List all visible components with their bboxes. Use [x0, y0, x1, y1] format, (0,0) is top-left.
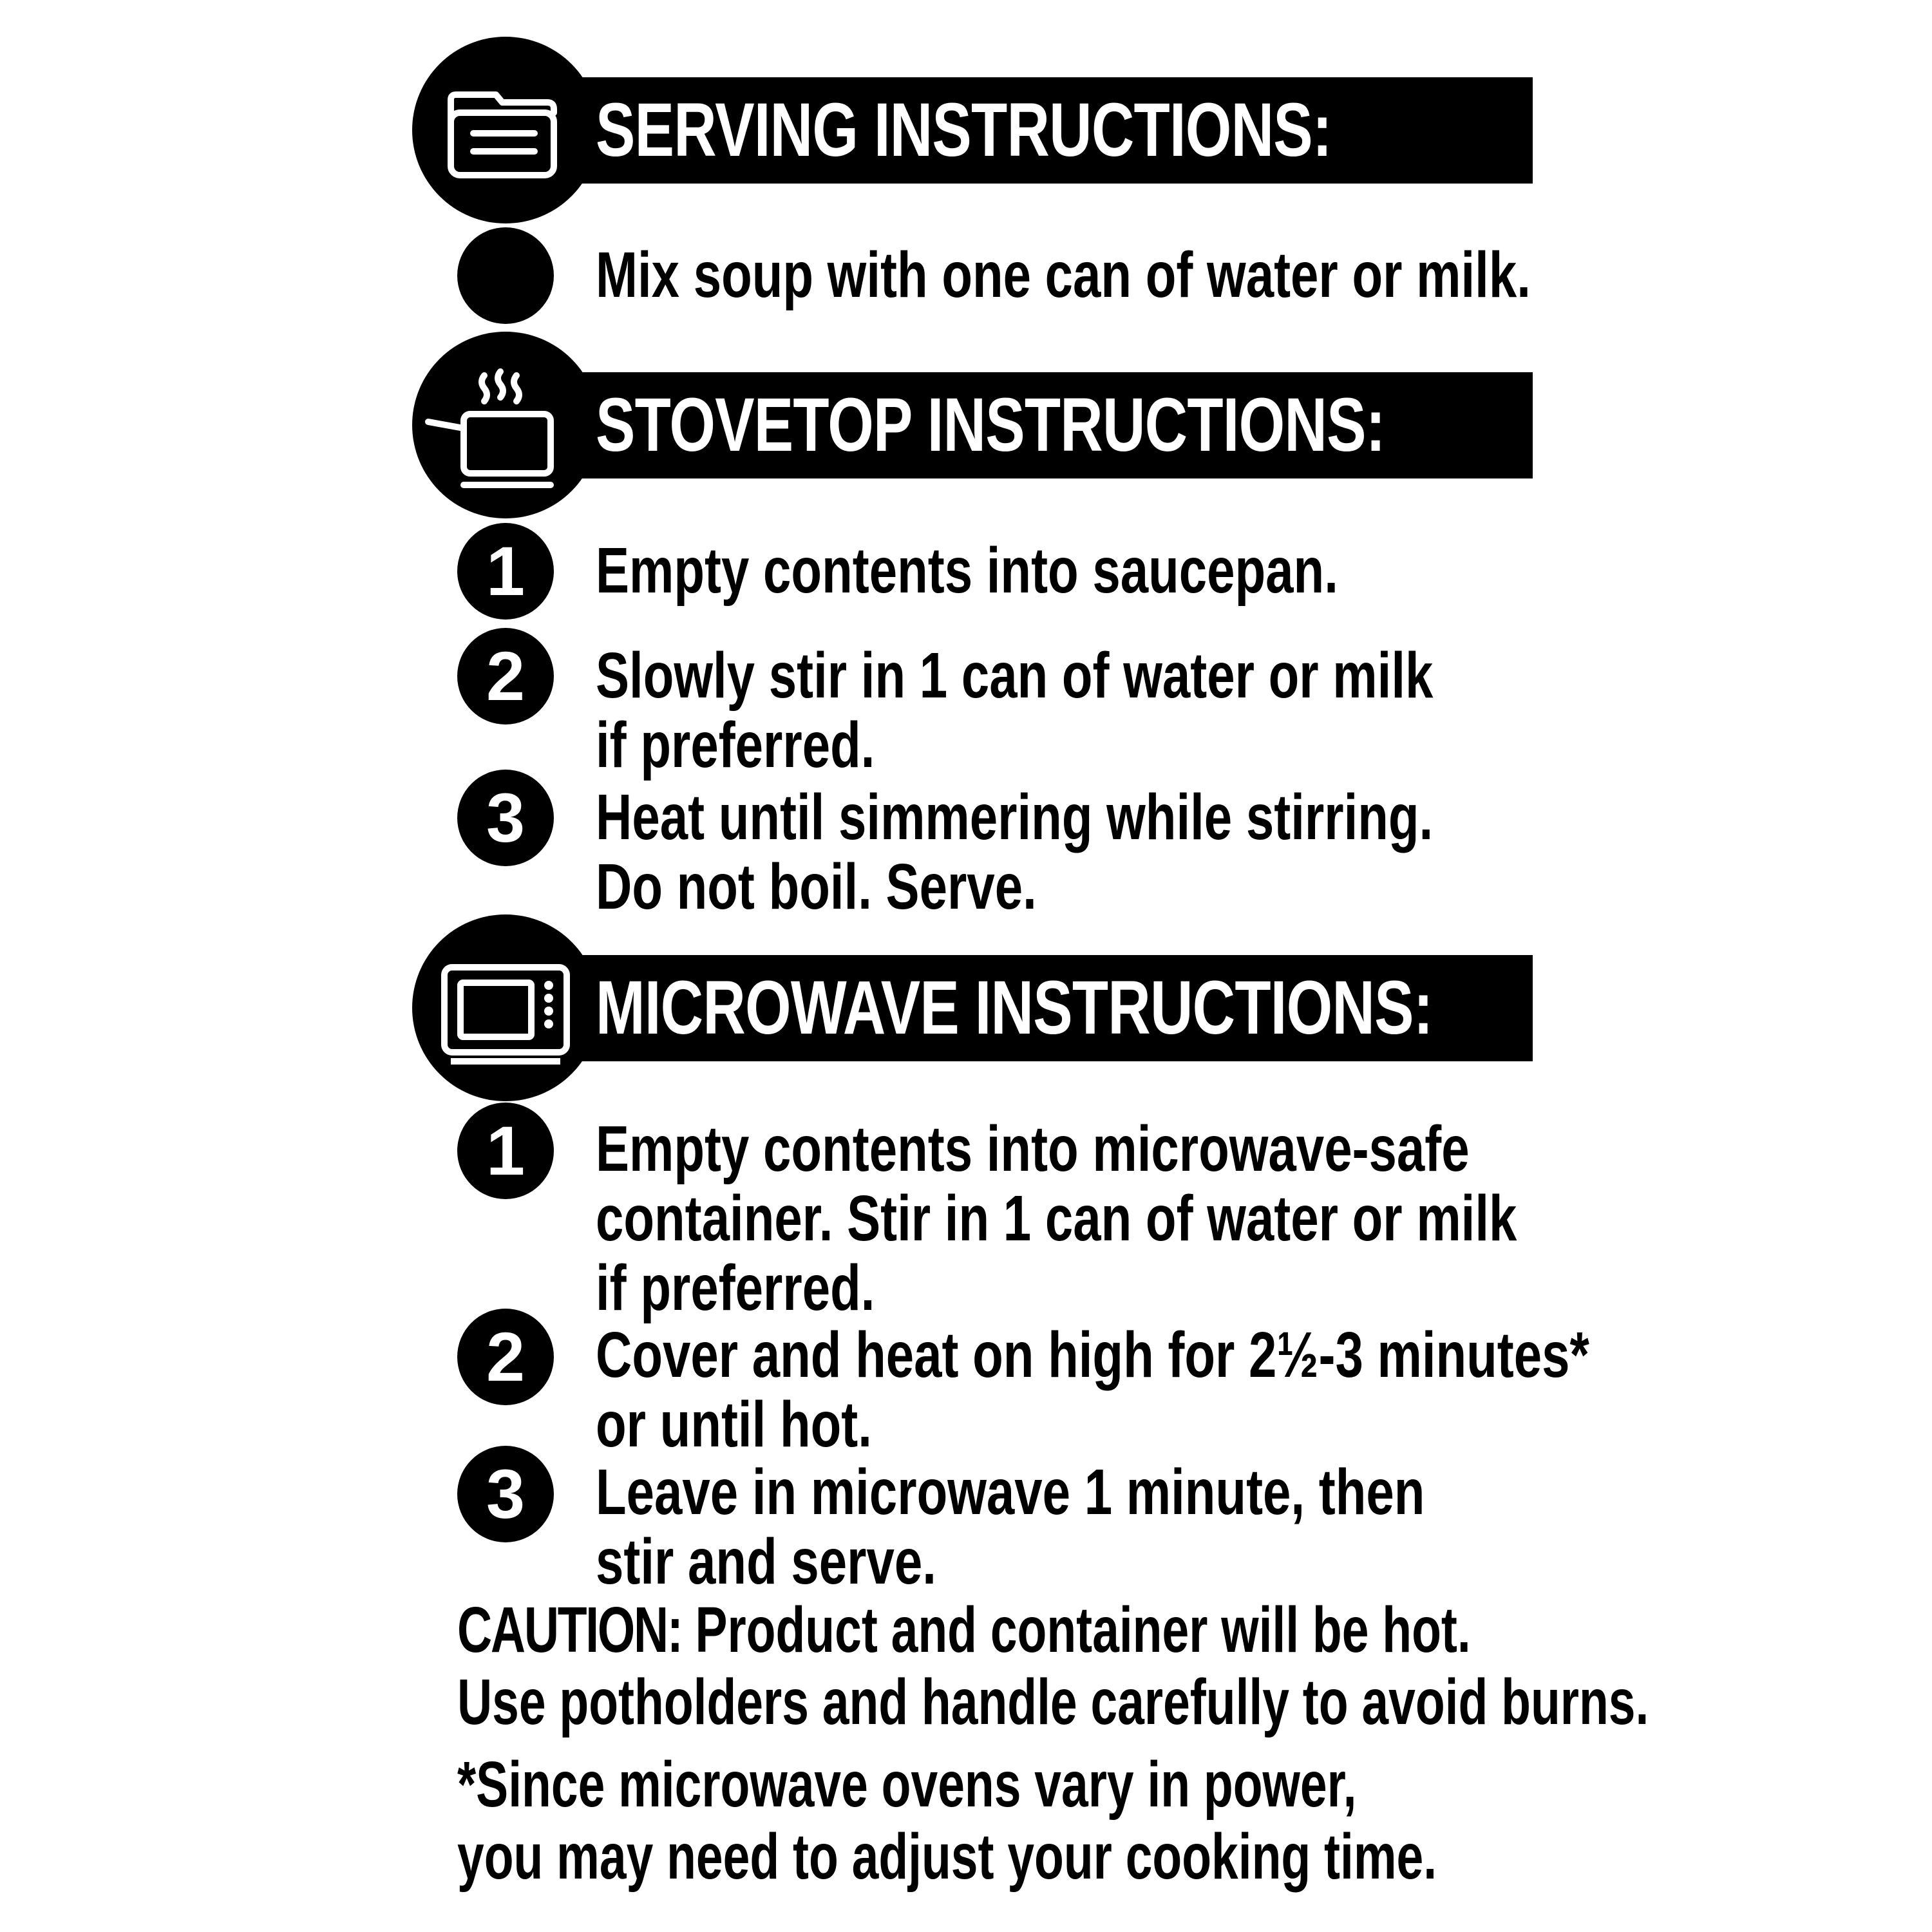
caution-label: CAUTION: — [457, 1594, 682, 1666]
stovetop-step-2-badge: 2 — [457, 628, 554, 724]
bowl-icon — [412, 37, 599, 223]
caution-line-2: Use potholders and handle carefully to avoid burns. — [457, 1666, 1649, 1738]
serving-step-text: Mix soup with one can of water or milk. — [596, 239, 1531, 311]
stovetop-icon-disc — [412, 332, 599, 518]
microwave-icon-disc — [412, 914, 599, 1101]
stovetop-step-1-badge: 1 — [457, 523, 554, 620]
stovetop-step-1-text: Empty contents into saucepan. — [596, 535, 1338, 607]
microwave-step-3-text: Leave in microwave 1 minute, then stir and serve. — [596, 1456, 1425, 1598]
footnote-line-1: *Since microwave ovens vary in power, — [457, 1748, 1357, 1821]
saucepan-icon — [412, 332, 599, 518]
microwave-step-2-badge: 2 — [457, 1309, 554, 1405]
microwave-step-3-badge: 3 — [457, 1446, 554, 1542]
caution-block — [457, 1594, 1713, 1738]
serving-icon-disc — [412, 37, 599, 223]
stovetop-step-3-badge: 3 — [457, 770, 554, 866]
stovetop-step-2-text: Slowly stir in 1 can of water or milk if preferred. — [596, 639, 1434, 781]
footnote-block — [457, 1748, 1713, 1893]
microwave-step-1-text: Empty contents into microwave-safe container. Stir in 1 can of water or milk if preferred. — [596, 1113, 1517, 1324]
stovetop-step-3-text: Heat until simmering while stirring. Do not boil. Serve. — [596, 781, 1434, 923]
stovetop-title: STOVETOP INSTRUCTIONS: — [596, 383, 1385, 468]
microwave-title: MICROWAVE INSTRUCTIONS: — [596, 965, 1433, 1050]
serving-title: SERVING INSTRUCTIONS: — [596, 88, 1332, 173]
caution-text-1: Product and container will be hot. — [695, 1594, 1471, 1666]
microwave-step-1-badge: 1 — [457, 1103, 554, 1199]
serving-step-bullet — [457, 227, 554, 324]
caution-line-1 — [457, 1594, 1713, 1666]
microwave-step-2-text: Cover and heat on high for 2½-3 minutes* or until hot. — [596, 1319, 1589, 1461]
footnote-line-2: you may need to adjust your cooking time. — [457, 1821, 1437, 1893]
microwave-icon — [412, 914, 599, 1101]
